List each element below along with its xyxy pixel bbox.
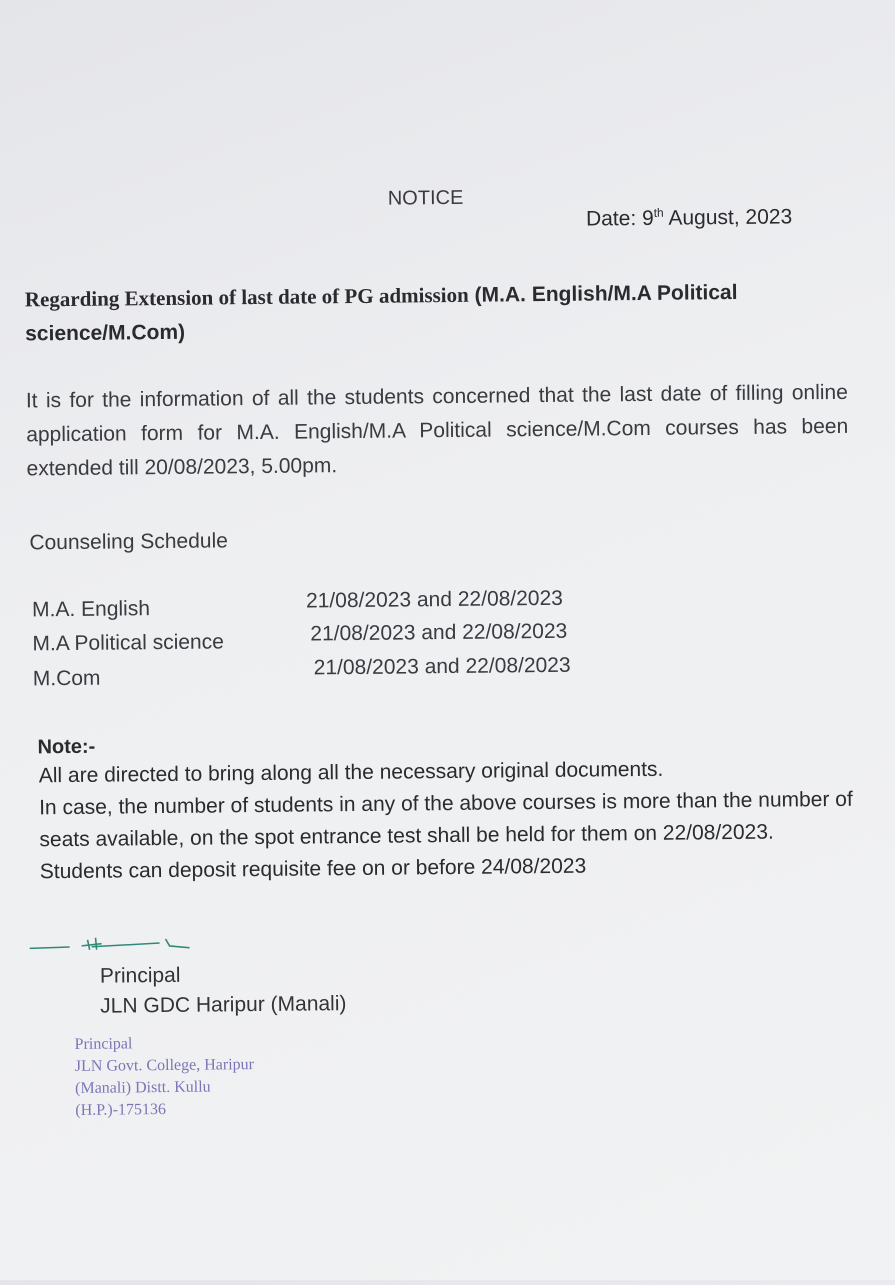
signatory-block	[100, 959, 347, 1022]
schedule-dates: 21/08/2023 and 22/08/2023	[305, 586, 564, 613]
schedule-course: M.A. English	[31, 597, 151, 622]
signatory-title: Principal	[99, 963, 181, 988]
subject-part1: Regarding Extension of last date of PG admission	[24, 282, 469, 312]
institution-stamp	[75, 1032, 255, 1122]
note-line: All are directed to bring along all the necessary original documents.	[38, 757, 664, 788]
schedule-dates: 21/08/2023 and 22/08/2023	[313, 653, 571, 680]
stamp-line: (H.P.)-175136	[75, 1101, 167, 1119]
date-prefix: Date: 9	[585, 206, 654, 231]
schedule-course: M.Com	[32, 666, 101, 691]
stamp-line: Principal	[74, 1035, 133, 1053]
date-suffix: August, 2023	[663, 205, 793, 230]
stamp-line: JLN Govt. College, Haripur	[74, 1056, 255, 1075]
note-line: In case, the number of students in any of the above courses is more than the number of seats available, on the spot entrance test shall be held for them on 22/08/2023.	[39, 787, 853, 852]
body-paragraph: It is for the information of all the students concerned that the last date of filling online application form for M.A. English/M.A Political science/M.Com courses has been extended till 20/08/2023, 5.00pm.	[25, 380, 849, 481]
signature	[29, 931, 199, 957]
subject-part2: (M.A. English/M.A Political science/M.Com)	[25, 280, 738, 346]
note-line: Students can deposit requisite fee on or before 24/08/2023	[39, 854, 587, 884]
subject-line	[25, 274, 846, 352]
schedule-course: M.A Political science	[32, 630, 224, 656]
schedule-dates: 21/08/2023 and 22/08/2023	[310, 619, 568, 646]
schedule-title: Counseling Schedule	[29, 529, 228, 555]
stamp-line: (Manali) Distt. Kullu	[75, 1078, 211, 1097]
notice-title: NOTICE	[387, 186, 464, 210]
date-sup: th	[653, 205, 664, 220]
note-heading: Note:-	[37, 735, 96, 759]
signatory-institution: JLN GDC Haripur (Manali)	[100, 992, 347, 1018]
notice-date	[586, 204, 792, 231]
note-body	[39, 752, 855, 889]
